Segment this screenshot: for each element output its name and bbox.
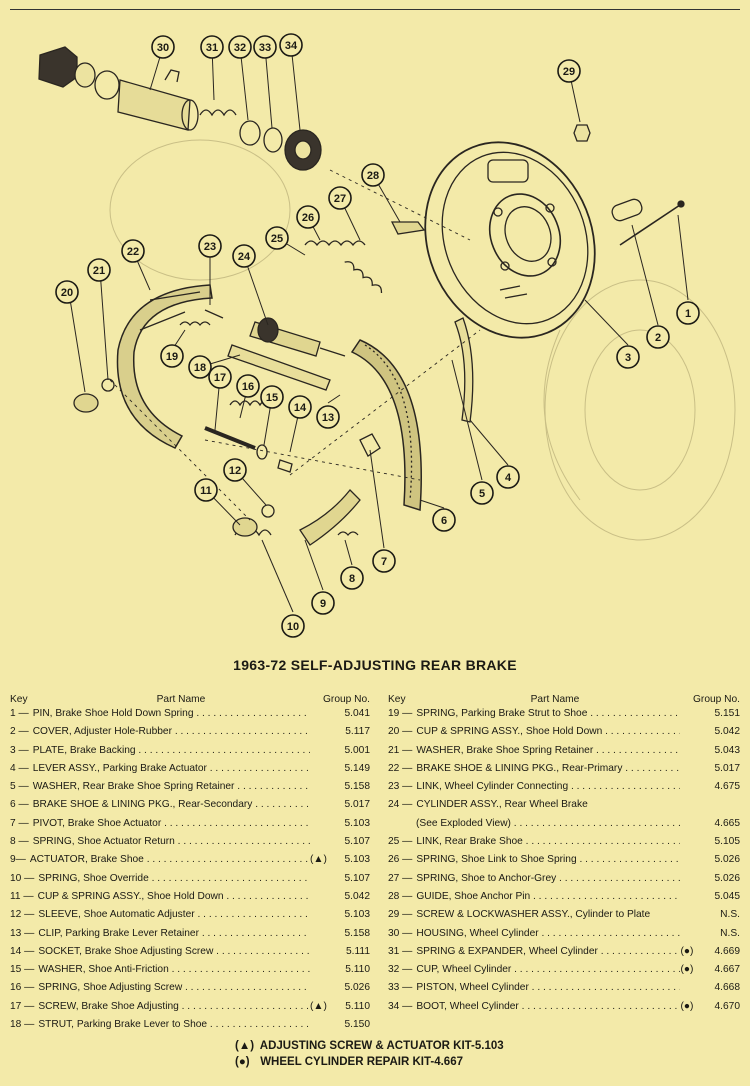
part-name: SCREW, Brake Shoe Adjusting xyxy=(38,1000,179,1012)
callout-1 xyxy=(677,302,699,324)
parts-row xyxy=(10,708,370,726)
part-name: LEVER ASSY., Parking Brake Actuator xyxy=(32,762,207,774)
callout-17 xyxy=(209,366,231,388)
part-name: COVER, Adjuster Hole-Rubber xyxy=(32,726,172,738)
group-number: 5.103 xyxy=(344,909,370,921)
kit-line-cylinder xyxy=(235,1054,504,1070)
key-header: Key xyxy=(10,694,28,705)
callout-number: 21 xyxy=(92,265,106,277)
parts-row xyxy=(388,982,740,1000)
callout-number: 30 xyxy=(156,42,170,54)
callout-number: 6 xyxy=(440,515,448,527)
part-key: 19 — xyxy=(388,708,413,719)
callout-number: 5 xyxy=(478,488,486,500)
parts-row xyxy=(388,909,740,927)
part-key: 31 — xyxy=(388,945,413,957)
part-key: 7 — xyxy=(10,817,29,829)
part-entry xyxy=(10,873,310,884)
part-entry xyxy=(388,891,680,902)
parts-list-header xyxy=(388,689,740,705)
callout-number: 27 xyxy=(333,193,347,205)
part-entry xyxy=(10,891,310,902)
part-entry xyxy=(388,946,680,957)
kit-label: ADJUSTING SCREW & ACTUATOR KIT-5.103 xyxy=(259,1040,504,1052)
page-title: 1963-72 SELF-ADJUSTING REAR BRAKE xyxy=(233,657,517,673)
kit-mark: (●) xyxy=(680,964,694,976)
part-name: PIN, Brake Shoe Hold Down Spring xyxy=(32,708,194,719)
parts-row xyxy=(388,763,740,781)
group-number: 5.117 xyxy=(345,726,370,738)
parts-row xyxy=(10,946,370,964)
group-number: 5.042 xyxy=(344,890,370,902)
parts-row xyxy=(388,708,740,726)
callout-29 xyxy=(558,60,580,82)
part-entry xyxy=(10,836,310,847)
part-name: CLIP, Parking Brake Lever Retainer xyxy=(38,927,199,939)
part-key: 9— xyxy=(10,854,26,866)
group-number: 5.017 xyxy=(714,762,740,774)
part-name: STRUT, Parking Brake Lever to Shoe xyxy=(38,1019,208,1031)
parts-row xyxy=(10,799,370,817)
kit-mark: (▲) xyxy=(310,1000,327,1012)
part-name: (See Exploded View) xyxy=(416,817,511,829)
part-key: 32 — xyxy=(388,964,413,976)
part-name: SPRING, Shoe Link to Shoe Spring xyxy=(416,854,577,866)
group-number: 5.026 xyxy=(714,854,740,866)
callout-number: 15 xyxy=(265,392,279,404)
top-rule xyxy=(10,9,740,10)
callout-number: 31 xyxy=(205,42,219,54)
part-name: BRAKE SHOE & LINING PKG., Rear-Secondary xyxy=(32,799,253,811)
parts-row xyxy=(388,928,740,946)
part-entry xyxy=(388,873,680,884)
callout-number: 17 xyxy=(213,372,227,384)
part-key: 4 — xyxy=(10,762,29,774)
part-key: 6 — xyxy=(10,799,29,811)
callout-number: 29 xyxy=(562,66,576,78)
parts-row xyxy=(10,763,370,781)
part-entry xyxy=(388,708,680,719)
part-key: 27 — xyxy=(388,872,413,884)
callout-number: 32 xyxy=(233,42,247,54)
part-entry xyxy=(388,836,680,847)
parts-list-header xyxy=(10,689,370,705)
kit-label: WHEEL CYLINDER REPAIR KIT-4.667 xyxy=(260,1056,463,1068)
part-key: 18 — xyxy=(10,1019,35,1031)
group-number: 4.668 xyxy=(714,982,740,994)
callout-number: 34 xyxy=(284,40,298,52)
parts-row xyxy=(388,799,740,817)
callout-25 xyxy=(266,227,288,249)
group-number: 5.158 xyxy=(344,781,370,793)
parts-row xyxy=(388,836,740,854)
part-entry xyxy=(10,763,310,774)
key-header: Key xyxy=(388,694,406,705)
callout-6 xyxy=(433,509,455,531)
callout-number: 24 xyxy=(237,251,251,263)
callout-number: 13 xyxy=(321,412,335,424)
callout-number: 8 xyxy=(348,573,356,585)
part-name: ACTUATOR, Brake Shoe xyxy=(29,854,144,866)
parts-row xyxy=(10,818,370,836)
callout-34 xyxy=(280,34,302,56)
group-number: 5.158 xyxy=(344,927,370,939)
callout-number: 18 xyxy=(193,362,207,374)
group-number: 5.043 xyxy=(714,744,740,756)
callout-19 xyxy=(161,345,183,367)
callout-number: 28 xyxy=(366,170,380,182)
callout-number: 7 xyxy=(380,556,388,568)
group-number: 5.103 xyxy=(344,817,370,829)
callout-32 xyxy=(229,36,251,58)
part-key: 29 — xyxy=(388,909,413,921)
group-number: 4.670 xyxy=(714,1000,740,1012)
kit-mark: (●) xyxy=(680,945,694,957)
parts-row xyxy=(388,854,740,872)
part-name: CUP & SPRING ASSY., Shoe Hold Down xyxy=(416,726,603,738)
group-no-header: Group No. xyxy=(693,694,740,705)
callout-number: 33 xyxy=(258,42,272,54)
part-key: 24 — xyxy=(388,799,413,811)
callout-13 xyxy=(317,406,339,428)
parts-row xyxy=(388,818,740,836)
parts-row xyxy=(10,836,370,854)
group-no-header: Group No. xyxy=(323,694,370,705)
parts-row xyxy=(10,1019,370,1037)
callout-number: 4 xyxy=(504,472,512,484)
part-name: SPRING & EXPANDER, Wheel Cylinder xyxy=(416,945,598,957)
parts-list-left xyxy=(10,689,370,1037)
part-entry xyxy=(388,745,680,756)
part-name: LINK, Wheel Cylinder Connecting xyxy=(416,781,569,793)
part-key: 5 — xyxy=(10,781,29,793)
callout-27 xyxy=(329,187,351,209)
part-entry xyxy=(388,1001,680,1012)
callout-number: 2 xyxy=(654,332,662,344)
wheel-cylinder-parts xyxy=(39,47,321,170)
callout-18 xyxy=(189,356,211,378)
callout-14 xyxy=(289,396,311,418)
callout-3 xyxy=(617,346,639,368)
part-entry xyxy=(388,854,680,865)
part-name: BOOT, Wheel Cylinder xyxy=(416,1000,519,1012)
part-key: 10 — xyxy=(10,872,35,884)
callout-4 xyxy=(497,466,519,488)
parts-row xyxy=(10,873,370,891)
callout-number: 16 xyxy=(241,381,255,393)
group-number: N.S. xyxy=(720,909,740,921)
part-name: BRAKE SHOE & LINING PKG., Rear-Primary xyxy=(416,762,623,774)
parts-row xyxy=(388,1001,740,1019)
part-name: SPRING, Shoe to Anchor-Grey xyxy=(416,872,557,884)
part-name: SPRING, Parking Brake Strut to Shoe xyxy=(416,708,588,719)
group-number: 5.045 xyxy=(714,890,740,902)
parts-row xyxy=(10,854,370,872)
part-entry xyxy=(388,763,680,774)
part-key: 12 — xyxy=(10,909,35,921)
part-name: SPRING, Shoe Actuator Return xyxy=(32,836,175,848)
part-key: 3 — xyxy=(10,744,29,756)
parts-row xyxy=(10,928,370,946)
callout-24 xyxy=(233,245,255,267)
part-key: 20 — xyxy=(388,726,413,738)
group-number: 5.107 xyxy=(344,836,370,848)
part-entry xyxy=(388,909,680,920)
callout-15 xyxy=(261,386,283,408)
callout-28 xyxy=(362,164,384,186)
callout-20 xyxy=(56,281,78,303)
parts-list-right xyxy=(388,689,740,1019)
part-entry xyxy=(388,781,680,792)
part-key: 17 — xyxy=(10,1000,35,1012)
parts-row xyxy=(10,1001,370,1019)
part-entry xyxy=(388,928,680,939)
part-name: SCREW & LOCKWASHER ASSY., Cylinder to Plate xyxy=(416,909,651,921)
group-number: 5.151 xyxy=(714,708,740,719)
backing-plate-illustration xyxy=(397,117,624,364)
callout-8 xyxy=(341,567,363,589)
part-name: PIVOT, Brake Shoe Actuator xyxy=(32,817,162,829)
part-name: SOCKET, Brake Shoe Adjusting Screw xyxy=(38,945,214,957)
callout-number: 11 xyxy=(200,485,212,497)
part-key: 30 — xyxy=(388,927,413,939)
callout-22 xyxy=(122,240,144,262)
part-key: 34 — xyxy=(388,1000,413,1012)
part-name: SLEEVE, Shoe Automatic Adjuster xyxy=(38,909,195,921)
part-name: SPRING, Shoe Adjusting Screw xyxy=(38,982,183,994)
part-key: 2 — xyxy=(10,726,29,738)
callout-number: 22 xyxy=(126,246,140,258)
group-number: 4.675 xyxy=(714,781,740,793)
part-name: CUP & SPRING ASSY., Shoe Hold Down xyxy=(37,890,224,902)
part-name: GUIDE, Shoe Anchor Pin xyxy=(416,890,531,902)
part-key: 15 — xyxy=(10,964,35,976)
part-key: 1 — xyxy=(10,708,29,719)
callout-number: 23 xyxy=(203,241,217,253)
callout-12 xyxy=(224,459,246,481)
part-key: 16 — xyxy=(10,982,35,994)
callout-33 xyxy=(254,36,276,58)
part-entry xyxy=(388,982,680,993)
part-entry xyxy=(10,982,310,993)
parts-row xyxy=(10,982,370,1000)
callout-9 xyxy=(312,592,334,614)
group-number: 5.111 xyxy=(346,945,370,957)
part-entry xyxy=(388,818,680,829)
group-number: 5.001 xyxy=(344,744,370,756)
callout-number: 26 xyxy=(301,212,315,224)
part-entry xyxy=(10,781,310,792)
parts-row xyxy=(10,964,370,982)
callout-31 xyxy=(201,36,223,58)
callout-number: 12 xyxy=(228,465,242,477)
parts-row xyxy=(388,873,740,891)
part-key: 22 — xyxy=(388,762,413,774)
part-entry xyxy=(10,946,310,957)
callout-23 xyxy=(199,235,221,257)
parts-row xyxy=(388,745,740,763)
callout-number: 1 xyxy=(684,308,692,320)
part-name-header: Part Name xyxy=(156,694,206,705)
kit-mark: (▲) xyxy=(310,854,327,866)
part-entry xyxy=(10,854,310,865)
kit-legend xyxy=(235,1038,504,1070)
part-entry xyxy=(10,1019,310,1030)
part-entry xyxy=(10,928,310,939)
callout-30 xyxy=(152,36,174,58)
parts-row xyxy=(388,781,740,799)
callout-number: 19 xyxy=(165,351,179,363)
kit-line-adjusting xyxy=(235,1038,504,1054)
parts-row xyxy=(388,946,740,964)
callout-number: 20 xyxy=(60,287,74,299)
callout-number: 25 xyxy=(270,233,284,245)
group-number: 4.667 xyxy=(714,964,740,976)
part-name-header: Part Name xyxy=(530,694,580,705)
group-number: 5.107 xyxy=(344,872,370,884)
parts-row xyxy=(10,726,370,744)
callout-26 xyxy=(297,206,319,228)
part-name: WASHER, Shoe Anti-Friction xyxy=(38,964,169,976)
group-number: 5.041 xyxy=(344,708,370,719)
group-number: 4.665 xyxy=(714,817,740,829)
part-name: CYLINDER ASSY., Rear Wheel Brake xyxy=(416,799,588,811)
group-number: 4.669 xyxy=(714,945,740,957)
callout-16 xyxy=(237,375,259,397)
part-entry xyxy=(10,726,310,737)
group-number: 5.103 xyxy=(344,854,370,866)
part-key: 25 — xyxy=(388,836,413,848)
part-name: LINK, Rear Brake Shoe xyxy=(416,836,523,848)
part-entry xyxy=(10,818,310,829)
parts-row xyxy=(10,745,370,763)
parts-row xyxy=(10,781,370,799)
callout-5 xyxy=(471,482,493,504)
part-name: CUP, Wheel Cylinder xyxy=(416,964,512,976)
triangle-kit-symbol: (▲) xyxy=(235,1040,255,1052)
group-number: 5.110 xyxy=(345,964,370,976)
parts-row xyxy=(10,909,370,927)
callout-number: 9 xyxy=(319,598,327,610)
part-name: WASHER, Brake Shoe Spring Retainer xyxy=(416,744,594,756)
callout-number: 10 xyxy=(286,621,300,633)
part-key: 28 — xyxy=(388,890,413,902)
callout-2 xyxy=(647,326,669,348)
callout-21 xyxy=(88,259,110,281)
callout-7 xyxy=(373,550,395,572)
group-number: 5.026 xyxy=(344,982,370,994)
exploded-view-diagram xyxy=(0,20,750,660)
part-key: 33 — xyxy=(388,982,413,994)
part-entry xyxy=(388,964,680,975)
kit-mark: (●) xyxy=(680,1000,694,1012)
parts-row xyxy=(388,964,740,982)
group-number: 5.149 xyxy=(344,762,370,774)
parts-row xyxy=(388,726,740,744)
part-key: 21 — xyxy=(388,744,413,756)
parts-row xyxy=(388,891,740,909)
part-entry xyxy=(388,726,680,737)
group-number: 5.150 xyxy=(344,1019,370,1031)
group-number: 5.026 xyxy=(714,872,740,884)
part-key: 14 — xyxy=(10,945,35,957)
group-number: 5.017 xyxy=(344,799,370,811)
part-name: PISTON, Wheel Cylinder xyxy=(416,982,529,994)
callout-number: 14 xyxy=(293,402,307,414)
group-number: 5.042 xyxy=(714,726,740,738)
part-name: PLATE, Brake Backing xyxy=(32,744,136,756)
callout-11 xyxy=(195,479,217,501)
dot-kit-symbol: (●) xyxy=(235,1056,250,1068)
part-entry xyxy=(388,799,680,810)
part-entry xyxy=(10,964,310,975)
part-entry xyxy=(10,708,310,719)
part-entry xyxy=(10,909,310,920)
group-number: 5.105 xyxy=(714,836,740,848)
part-key: 11 — xyxy=(10,890,34,902)
part-key: 13 — xyxy=(10,927,35,939)
part-key: 23 — xyxy=(388,781,413,793)
parts-row xyxy=(10,891,370,909)
callout-10 xyxy=(282,615,304,637)
group-number: 5.110 xyxy=(345,1000,370,1012)
part-key: 26 — xyxy=(388,854,413,866)
part-name: WASHER, Rear Brake Shoe Spring Retainer xyxy=(32,781,235,793)
group-number: N.S. xyxy=(720,927,740,939)
part-entry xyxy=(10,745,310,756)
callout-number: 3 xyxy=(624,352,632,364)
part-key: 8 — xyxy=(10,836,29,848)
part-name: SPRING, Shoe Override xyxy=(38,872,149,884)
part-entry xyxy=(10,799,310,810)
part-name: HOUSING, Wheel Cylinder xyxy=(416,927,539,939)
part-entry xyxy=(10,1001,310,1012)
